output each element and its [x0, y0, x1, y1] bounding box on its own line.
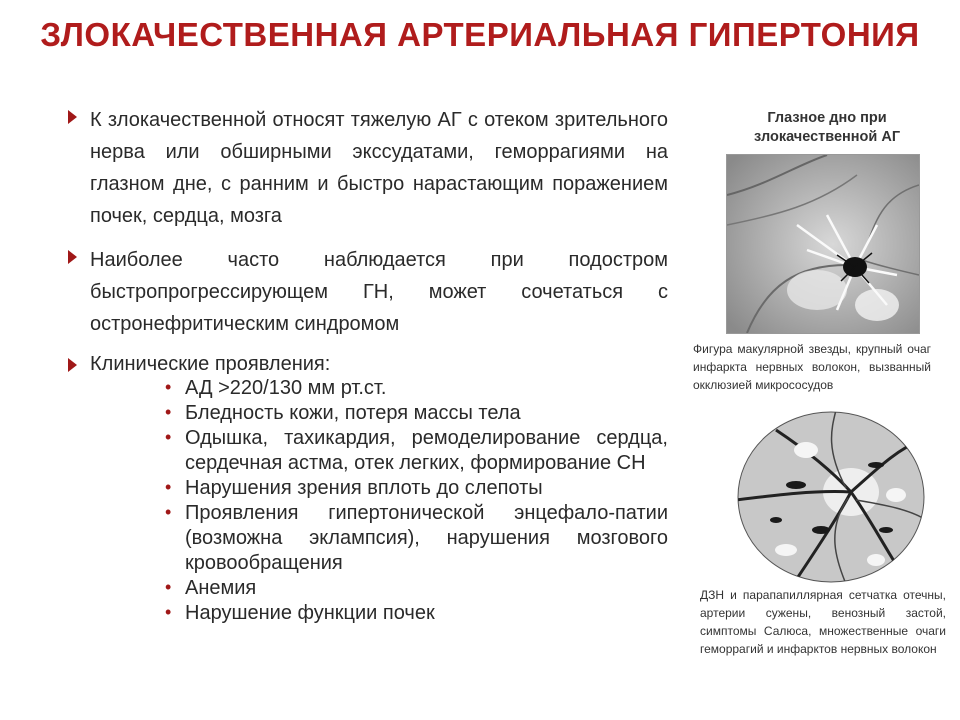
- bullet-dot-icon: •: [165, 377, 172, 397]
- bullet-dot-icon: •: [165, 502, 172, 522]
- bullet-dot-icon: •: [165, 477, 172, 497]
- figure-title: Глазное дно при злокачественной АГ: [753, 110, 901, 145]
- clinical-item: • Нарушения зрения вплоть до слепоты: [165, 477, 543, 499]
- fundus-photo-macular-star: [726, 154, 920, 334]
- clinical-item: • Бледность кожи, потеря массы тела: [165, 402, 521, 424]
- bullet-dot-icon: •: [165, 602, 172, 622]
- clinical-item: • АД >220/130 мм рт.ст.: [165, 377, 387, 399]
- fundus-photo-optic-disc: [736, 410, 926, 584]
- figure-caption-1: Фигура макулярной звезды, крупный очаг инфаркта нервных волокон, вызванный окклюзией микрососудов: [693, 342, 931, 392]
- bullet-text: Клинические проявления:: [90, 353, 331, 375]
- clinical-item: • Одышка, тахикардия, ремоделирование сердца, сердечная астма, отек легких, формирование СН: [165, 427, 668, 474]
- figure-caption-2: ДЗН и парапапиллярная сетчатка отечны, артерии сужены, венозный застой, симптомы Салюса, множественные очаги геморрагий и инфарктов нервных волокон: [700, 588, 946, 656]
- slide-title: ЗЛОКАЧЕСТВЕННАЯ АРТЕРИАЛЬНАЯ ГИПЕРТОНИЯ: [40, 16, 920, 53]
- clinical-item: • Проявления гипертонической энцефало-патии (возможна эклампсия), нарушения мозгового кровообращения: [165, 502, 668, 574]
- bullet-dot-icon: •: [165, 402, 172, 422]
- bullet-text: К злокачественной относят тяжелую АГ с отеком зрительного нерва или обширными экссудатами, геморрагиями на глазном дне, с ранним и быстро нарастающим поражением почек, сердца, мозга: [90, 109, 668, 227]
- bullet-dot-icon: •: [165, 577, 172, 597]
- clinical-item: • Анемия: [165, 577, 257, 599]
- fundus-image-1: [727, 155, 919, 333]
- bullet-list: [66, 104, 668, 626]
- bullet-item: [66, 352, 668, 376]
- arrow-bullet-icon: [68, 110, 77, 124]
- fundus-image-2: [736, 410, 926, 584]
- bullet-item: [66, 244, 668, 340]
- arrow-bullet-icon: [68, 358, 77, 372]
- clinical-item: • Нарушение функции почек: [165, 602, 435, 624]
- clinical-list: [66, 376, 668, 626]
- arrow-bullet-icon: [68, 250, 77, 264]
- bullet-item: [66, 104, 668, 232]
- bullet-dot-icon: •: [165, 427, 172, 447]
- bullet-text: Наиболее часто наблюдается при подостром быстропрогрессирующем ГН, может сочетаться с остронефритическим синдромом: [90, 249, 668, 335]
